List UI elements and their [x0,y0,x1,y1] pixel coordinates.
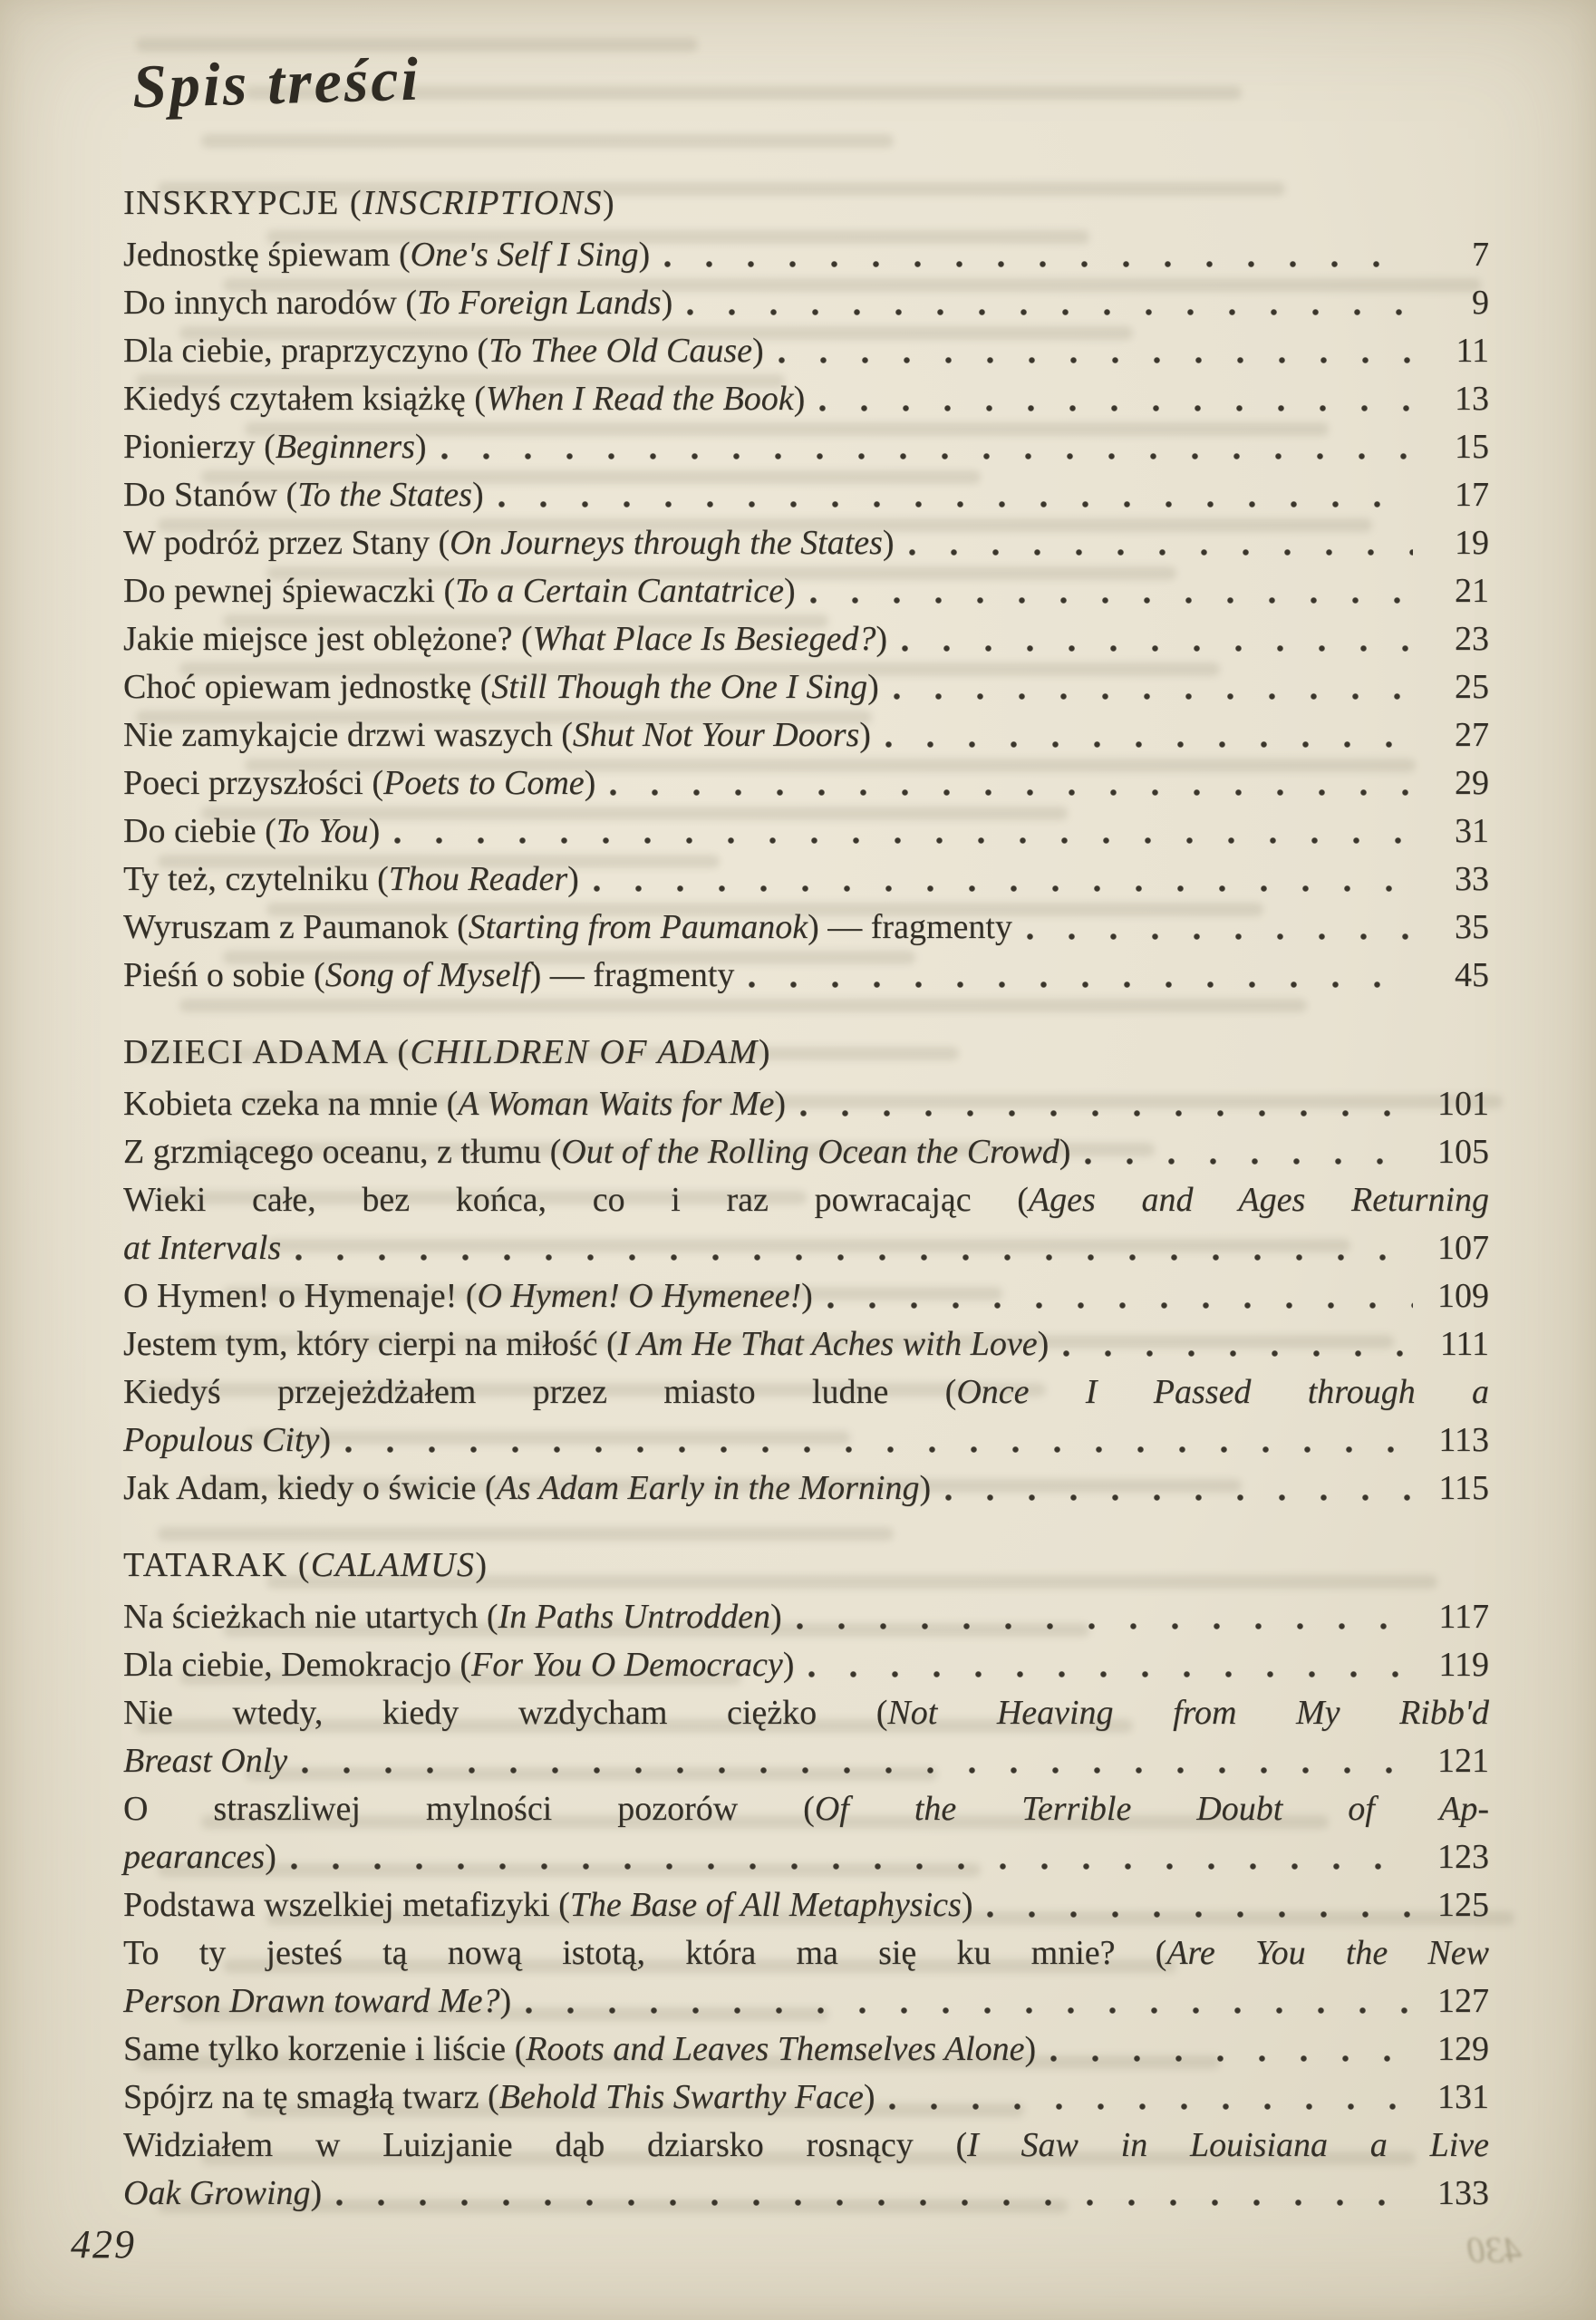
dot-leader [1085,1158,1413,1165]
page-number: 23 [1455,620,1489,658]
page-number: 9 [1472,284,1489,322]
polish-title-text: To ty jesteś tą nową istotą, która ma się ku mnie? ( [123,1934,1167,1972]
polish-title-text: ) [867,668,879,706]
polish-title-text: ) [863,2078,875,2116]
polish-title-text: ) [961,1886,973,1924]
dot-leader [810,597,1413,604]
original-english-title: A Woman Waits for Me [458,1085,775,1123]
dot-leader [291,1863,1413,1870]
original-english-title: To the States [297,476,472,514]
toc-entry-line [123,856,1489,904]
original-english-title: To You [276,812,369,850]
page-number: 45 [1455,956,1489,994]
original-english-title: Are You the New [1166,1934,1489,1972]
section-heading [123,179,1489,227]
polish-title-text: ) [1024,2030,1037,2068]
page-number: 127 [1437,1982,1489,2020]
polish-title-text: Dla ciebie, praprzyczyno ( [123,332,489,370]
toc-entry-text [123,1320,1049,1368]
page-number: 21 [1455,572,1489,610]
dot-leader [394,837,1413,844]
original-english-title: Poets to Come [383,764,585,802]
toc-entry-line [123,567,1489,615]
page-number: 107 [1437,1229,1489,1267]
polish-title-text: ) [661,284,673,322]
toc-entry-line [123,1272,1489,1320]
toc-entry-text [123,807,380,856]
toc-entry-text [123,1128,1070,1176]
dot-leader [800,1110,1413,1116]
original-english-title: Ages and Ages Returning [1028,1181,1489,1219]
toc-entry-text [123,567,796,615]
dot-leader [797,1623,1413,1629]
polish-title-text: ) [1037,1325,1049,1363]
original-english-title: To Foreign Lands [416,284,662,322]
page-number: 111 [1439,1325,1489,1363]
polish-title-text: Jednostkę śpiewam ( [123,236,411,274]
original-english-title: In Paths Untrodden [498,1598,771,1636]
original-english-title: What Place Is Besieged? [532,620,876,658]
toc-entry-line [123,807,1489,856]
page-number: 25 [1455,668,1489,706]
polish-title-text: Dla ciebie, Demokracjo ( [123,1646,472,1684]
polish-title-text: Do ciebie ( [123,812,276,850]
toc-entry-text [123,2170,322,2218]
polish-title-text: Choć opiewam jednostkę ( [123,668,492,706]
toc-entry-line [123,1320,1489,1368]
toc-entry-text [123,1593,782,1641]
polish-title-text: ) [882,524,895,562]
page-number: 119 [1438,1646,1489,1684]
toc-entry-line [123,375,1489,423]
toc-entry-text [123,952,734,1000]
original-english-title: Beginners [275,428,415,466]
polish-title-text: INSKRYPCJE ( [123,184,363,222]
toc-entry-line [123,1641,1489,1689]
polish-title-text: ) [770,1598,782,1636]
toc-entry-line [123,904,1489,952]
toc-entry-text [123,759,595,807]
original-english-title: CALAMUS [310,1546,476,1584]
polish-title-text: ) [499,1982,512,2020]
polish-title-text: Nie wtedy, kiedy wzdycham ciężko ( [123,1694,888,1732]
toc-entry-wrapped-line [123,1785,1489,1833]
polish-title-text: Kobieta czeka na mnie ( [123,1085,459,1123]
polish-title-text: Same tylko korzenie i liście ( [123,2030,527,2068]
original-english-title: Breast Only [123,1742,288,1780]
original-english-title: Oak Growing [123,2174,311,2212]
polish-title-text: ) [919,1469,932,1507]
page-number: 7 [1472,236,1489,274]
toc-entry-text [123,711,871,759]
polish-title-text: Pieśń o sobie ( [123,956,325,994]
original-english-title: I Saw in Louisiana a Live [967,2126,1489,2164]
toc-entry-text [123,471,484,519]
table-of-contents [123,179,1489,2218]
page-number: 11 [1456,332,1489,370]
polish-title-text: ) [475,1546,488,1584]
dot-leader [336,2199,1413,2206]
dot-leader [808,1671,1413,1677]
toc-entry-line [123,231,1489,279]
original-english-title: Starting from Paumanok [468,908,808,946]
original-english-title: Song of Myself [324,956,530,994]
original-english-title: The Base of All Metaphysics [569,1886,962,1924]
polish-title-text: ) [774,1085,786,1123]
dot-leader [749,981,1413,988]
dot-leader [441,453,1413,459]
toc-entry-text [123,904,1012,952]
dot-leader [819,405,1413,411]
original-english-title: Thou Reader [388,860,568,898]
original-english-title: Out of the Rolling Ocean the Crowd [561,1133,1059,1171]
polish-title-text: Ty też, czytelniku ( [123,860,389,898]
toc-entry-line [123,279,1489,327]
original-english-title: Roots and Leaves Themselves Alone [526,2030,1025,2068]
toc-section [123,1542,1489,2218]
toc-entry-wrapped-line [123,2122,1489,2170]
polish-title-text: ) [758,1033,771,1071]
original-english-title: For You O Democracy [471,1646,783,1684]
toc-entry-text [123,1641,794,1689]
toc-entry-text [123,2074,875,2122]
polish-title-text: TATARAK ( [123,1546,311,1584]
original-english-title: Of the Terrible Doubt of Ap- [814,1790,1490,1828]
toc-entry-line [123,471,1489,519]
page-number: 117 [1438,1598,1489,1636]
polish-title-text: ) [584,764,596,802]
show-through-text-line [201,134,894,148]
polish-title-text: ) — fragmenty [808,908,1012,946]
dot-leader [664,261,1413,267]
polish-title-text: ) [414,428,427,466]
dot-leader [889,2103,1413,2110]
polish-title-text: Poeci przyszłości ( [123,764,384,802]
toc-entry-line [123,327,1489,375]
toc-entry-text [123,1272,813,1320]
page-number: 35 [1455,908,1489,946]
toc-entry-line [123,1224,1489,1272]
toc-entry-line [123,519,1489,567]
polish-title-text: Jak Adam, kiedy o świcie ( [123,1469,497,1507]
toc-entry-text [123,1881,972,1929]
polish-title-text: Na ścieżkach nie utartych ( [123,1598,498,1636]
original-english-title: As Adam Early in the Morning [496,1469,920,1507]
toc-section [123,179,1489,1000]
toc-entry-text [123,856,579,904]
polish-title-text: ) [783,572,796,610]
original-english-title: INSCRIPTIONS [363,184,603,222]
toc-entry-text [123,279,672,327]
toc-entry-text [123,231,650,279]
original-english-title: Shut Not Your Doors [572,716,860,754]
original-english-title: Not Heaving from My Ribb'd [887,1694,1489,1732]
dot-leader [827,1302,1413,1309]
dot-leader [945,1494,1413,1501]
toc-entry-text [123,519,895,567]
dot-leader [902,645,1413,652]
original-english-title: Populous City [123,1421,320,1459]
dot-leader [1027,933,1413,940]
page-number: 115 [1438,1469,1489,1507]
dot-leader [885,741,1413,748]
toc-entry-text [123,1464,931,1513]
polish-title-text: ) [319,1421,332,1459]
polish-title-text: ) [1059,1133,1071,1171]
toc-entry-line [123,1416,1489,1464]
dot-leader [1063,1350,1413,1357]
page-number: 33 [1455,860,1489,898]
original-english-title: Behold This Swarthy Face [498,2078,864,2116]
polish-title-text: DZIECI ADAMA ( [123,1033,411,1071]
toc-entry-text [123,1833,276,1881]
toc-entry-line [123,952,1489,1000]
dot-leader [687,309,1413,315]
toc-entry-line [123,1593,1489,1641]
dot-leader [987,1911,1413,1918]
toc-entry-line [123,423,1489,471]
toc-entry-line [123,1128,1489,1176]
dot-leader [894,693,1413,700]
polish-title-text: ) [875,620,888,658]
page-number: 29 [1455,764,1489,802]
section-heading [123,1029,1489,1077]
page-number: 125 [1437,1886,1489,1924]
original-english-title: One's Self I Sing [410,236,639,274]
toc-entry-text [123,663,879,711]
polish-title-text: Wieki całe, bez końca, co i raz powracając ( [123,1181,1029,1219]
polish-title-text: O Hymen! o Hymenaje! ( [123,1277,478,1315]
polish-title-text: ) [782,1646,795,1684]
original-english-title: To Thee Old Cause [488,332,753,370]
toc-entry-line [123,759,1489,807]
page-number: 113 [1438,1421,1489,1459]
polish-title-text: Jestem tym, który cierpi na miłość ( [123,1325,618,1363]
toc-entry-text [123,2025,1036,2074]
page-number: 123 [1437,1838,1489,1876]
toc-entry-wrapped-line [123,1368,1489,1416]
toc-entry-line [123,1737,1489,1785]
toc-entry-line [123,2074,1489,2122]
toc-entry-line [123,663,1489,711]
polish-title-text: ) [471,476,484,514]
toc-entry-text [123,1224,281,1272]
original-english-title: CHILDREN OF ADAM [410,1033,759,1071]
polish-title-text: ) [265,1838,276,1876]
polish-title-text: ) [859,716,871,754]
polish-title-text: Wyruszam z Paumanok ( [123,908,469,946]
original-english-title: O Hymen! O Hymenee! [477,1277,802,1315]
page-number: 101 [1437,1085,1489,1123]
toc-entry-line [123,1464,1489,1513]
polish-title-text: Widziałem w Luizjanie dąb dziarsko rosnący ( [123,2126,968,2164]
polish-title-text: Kiedyś przejeżdżałem przez miasto ludne ( [123,1373,957,1411]
page-number: 109 [1437,1277,1489,1315]
page-number: 15 [1455,428,1489,466]
toc-entry-text [123,375,805,423]
dot-leader [779,357,1413,363]
toc-entry-text [123,1977,511,2025]
polish-title-text: ) [793,380,806,418]
dot-leader [498,501,1413,508]
dot-leader [295,1254,1413,1261]
page-number: 129 [1437,2030,1489,2068]
dot-leader [345,1446,1413,1453]
dot-leader [526,2007,1413,2014]
toc-entry-text [123,1737,287,1785]
polish-title-text: ) [752,332,764,370]
polish-title-text: Jakie miejsce jest oblężone? ( [123,620,533,658]
polish-title-text: Do pewnej śpiewaczki ( [123,572,456,610]
page-number: 31 [1455,812,1489,850]
original-english-title: Still Though the One I Sing [491,668,868,706]
toc-entry-line [123,711,1489,759]
toc-entry-wrapped-line [123,1176,1489,1224]
original-english-title: I Am He That Aches with Love [617,1325,1038,1363]
dot-leader [909,549,1413,556]
original-english-title: at Intervals [123,1229,282,1267]
toc-entry-line [123,1977,1489,2025]
page-number: 131 [1437,2078,1489,2116]
polish-title-text: O straszliwej mylności pozorów ( [123,1790,815,1828]
dot-leader [594,885,1413,892]
polish-title-text: Pionierzy ( [123,428,276,466]
polish-title-text: Spójrz na tę smagłą twarz ( [123,2078,499,2116]
polish-title-text: Kiedyś czytałem książkę ( [123,380,486,418]
dot-leader [1050,2055,1413,2062]
toc-entry-text [123,1080,786,1128]
printed-page-number: 429 [71,2222,136,2267]
page-number: 121 [1437,1742,1489,1780]
polish-title-text: ) [567,860,579,898]
polish-title-text: Nie zamykajcie drzwi waszych ( [123,716,573,754]
toc-entry-wrapped-line [123,1929,1489,1977]
toc-entry-wrapped-line [123,1689,1489,1737]
polish-title-text: ) [638,236,651,274]
polish-title-text: Do innych narodów ( [123,284,417,322]
polish-title-text: ) [603,184,616,222]
toc-entry-text [123,1416,331,1464]
polish-title-text: Podstawa wszelkiej metafizyki ( [123,1886,570,1924]
page-number: 19 [1455,524,1489,562]
polish-title-text: Do Stanów ( [123,476,298,514]
toc-entry-text [123,327,764,375]
dot-leader [302,1767,1413,1774]
page-number: 17 [1455,476,1489,514]
polish-title-text: ) [310,2174,323,2212]
handwritten-title: Spis treści [131,44,422,121]
polish-title-text: W podróż przez Stany ( [123,524,450,562]
toc-entry-line [123,2025,1489,2074]
toc-entry-text [123,423,427,471]
original-english-title: Once I Passed through a [956,1373,1490,1411]
dot-leader [610,789,1413,796]
polish-title-text: Z grzmiącego oceanu, z tłumu ( [123,1133,562,1171]
original-english-title: When I Read the Book [485,380,794,418]
toc-entry-line [123,1080,1489,1128]
page-number: 133 [1437,2174,1489,2212]
original-english-title: On Journeys through the States [450,524,883,562]
page-number: 13 [1455,380,1489,418]
section-heading [123,1542,1489,1590]
page-number: 27 [1455,716,1489,754]
show-through-page-number: 430 [1467,2229,1522,2270]
polish-title-text: ) [368,812,381,850]
toc-entry-line [123,615,1489,663]
polish-title-text: ) [801,1277,813,1315]
toc-entry-line [123,2170,1489,2218]
toc-entry-line [123,1833,1489,1881]
original-english-title: To a Certain Cantatrice [455,572,784,610]
toc-section [123,1029,1489,1513]
original-english-title: pearances [123,1838,266,1876]
polish-title-text: ) — fragmenty [529,956,735,994]
page-number: 105 [1437,1133,1489,1171]
toc-entry-text [123,615,887,663]
original-english-title: Person Drawn toward Me? [123,1982,500,2020]
toc-entry-line [123,1881,1489,1929]
